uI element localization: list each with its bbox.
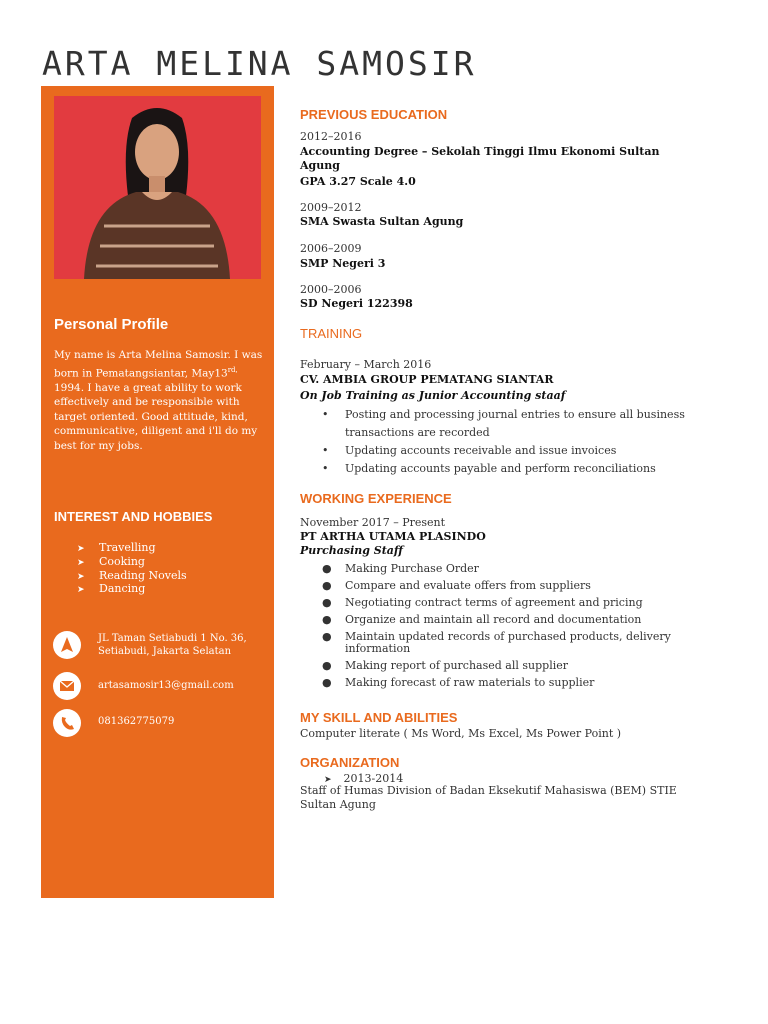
edu-1-gpa: GPA 3.27 Scale 4.0 <box>300 175 416 188</box>
list-item: • Posting and processing journal entries to ensure all business transactions are recorded <box>322 408 685 439</box>
list-item: • Updating accounts payable and perform reconciliations <box>300 460 705 478</box>
list-item: ➤ Cooking <box>77 554 145 568</box>
arrow-icon: ➤ <box>77 571 85 582</box>
list-item: ● Organize and maintain all record and documentation <box>322 613 642 626</box>
training-role: On Job Training as Junior Accounting staaf <box>300 389 566 402</box>
phone-icon <box>53 709 81 737</box>
list-item: ● Making Purchase Order <box>322 562 479 575</box>
edu-2-years: 2009–2012 <box>300 201 362 214</box>
email-icon <box>53 672 81 700</box>
bullet-icon: ● <box>322 613 332 626</box>
list-item: ● Negotiating contract terms of agreement and pricing <box>322 596 643 609</box>
list-item: ● Making forecast of raw materials to supplier <box>322 675 595 689</box>
skills-text: Computer literate ( Ms Word, Ms Excel, Ms Power Point ) <box>300 727 622 740</box>
hobbies-list <box>77 542 187 597</box>
training-company: CV. AMBIA GROUP PEMATANG SIANTAR <box>300 373 554 386</box>
training-period: February – March 2016 <box>300 358 432 371</box>
edu-4-years: 2000–2006 <box>300 283 362 296</box>
bullet-icon: • <box>322 444 329 457</box>
list-item: ● Compare and evaluate offers from suppliers <box>322 579 591 592</box>
profile-heading: Personal Profile <box>54 316 169 333</box>
list-item: ➤ Reading Novels <box>77 568 187 582</box>
organization-years: ➤ 2013-2014 <box>324 772 404 785</box>
phone-text: 081362775079 <box>98 716 175 727</box>
edu-1-school: Accounting Degree – Sekolah Tinggi Ilmu Ekonomi Sultan Agung <box>300 145 660 172</box>
hobbies-heading: INTEREST AND HOBBIES <box>54 509 213 524</box>
email-text: artasamosir13@gmail.com <box>98 680 234 691</box>
organization-heading: ORGANIZATION <box>300 755 400 770</box>
profile-photo <box>54 96 261 279</box>
arrow-icon: ➤ <box>77 557 85 568</box>
work-period: November 2017 – Present <box>300 516 446 529</box>
arrow-icon: ➤ <box>77 544 85 554</box>
edu-3-school: SMP Negeri 3 <box>300 257 386 270</box>
bullet-icon: • <box>322 462 329 475</box>
work-role: Purchasing Staff <box>300 544 404 557</box>
location-icon <box>53 631 81 659</box>
edu-3-years: 2006–2009 <box>300 242 362 255</box>
list-item: ➤ Dancing <box>77 582 146 596</box>
work-bullets <box>300 563 705 688</box>
arrow-icon: ➤ <box>324 775 332 785</box>
list-item: ● Making report of purchased all supplier <box>322 658 569 672</box>
address-text: JL Taman Setiabudi 1 No. 36, Setiabudi, Jakarta Selatan <box>98 633 247 657</box>
organization-text: Staff of Humas Division of Badan Eksekutif Mahasiswa (BEM) STIE Sultan Agung <box>300 784 677 811</box>
education-heading: PREVIOUS EDUCATION <box>300 107 448 122</box>
bullet-icon: ● <box>322 658 332 672</box>
resume-name: ARTA MELINA SAMOSIR <box>42 44 477 83</box>
sidebar <box>41 86 274 898</box>
bullet-icon: ● <box>322 630 332 643</box>
work-company: PT ARTHA UTAMA PLASINDO <box>300 530 486 543</box>
profile-text: My name is Arta Melina Samosir. I was born in Pematangsiantar, $May13^{rd,}$ 1994. I have a great ability to work effectively and be responsible with target oriented. Good attitude, kind, communicative, diligent and i'll do my best for my jobs. <box>54 349 263 452</box>
bullet-icon: ● <box>322 579 332 592</box>
edu-2-school: SMA Swasta Sultan Agung <box>300 215 464 228</box>
work-heading: WORKING EXPERIENCE <box>300 491 452 506</box>
bullet-icon: • <box>322 408 329 421</box>
edu-1-years: 2012–2016 <box>300 130 362 143</box>
list-item: ● Maintain updated records of purchased products, delivery information <box>322 630 671 655</box>
training-bullets <box>300 406 705 478</box>
bullet-icon: ● <box>322 596 332 609</box>
skills-heading: MY SKILL AND ABILITIES <box>300 710 458 725</box>
bullet-icon: ● <box>322 675 332 689</box>
list-item: • Updating accounts receivable and issue invoices <box>300 442 705 460</box>
training-heading: TRAINING <box>300 326 363 341</box>
arrow-icon: ➤ <box>77 585 85 596</box>
edu-4-school: SD Negeri 122398 <box>300 297 413 310</box>
bullet-icon: ● <box>322 562 332 575</box>
list-item: ➤ Travelling <box>77 541 156 554</box>
